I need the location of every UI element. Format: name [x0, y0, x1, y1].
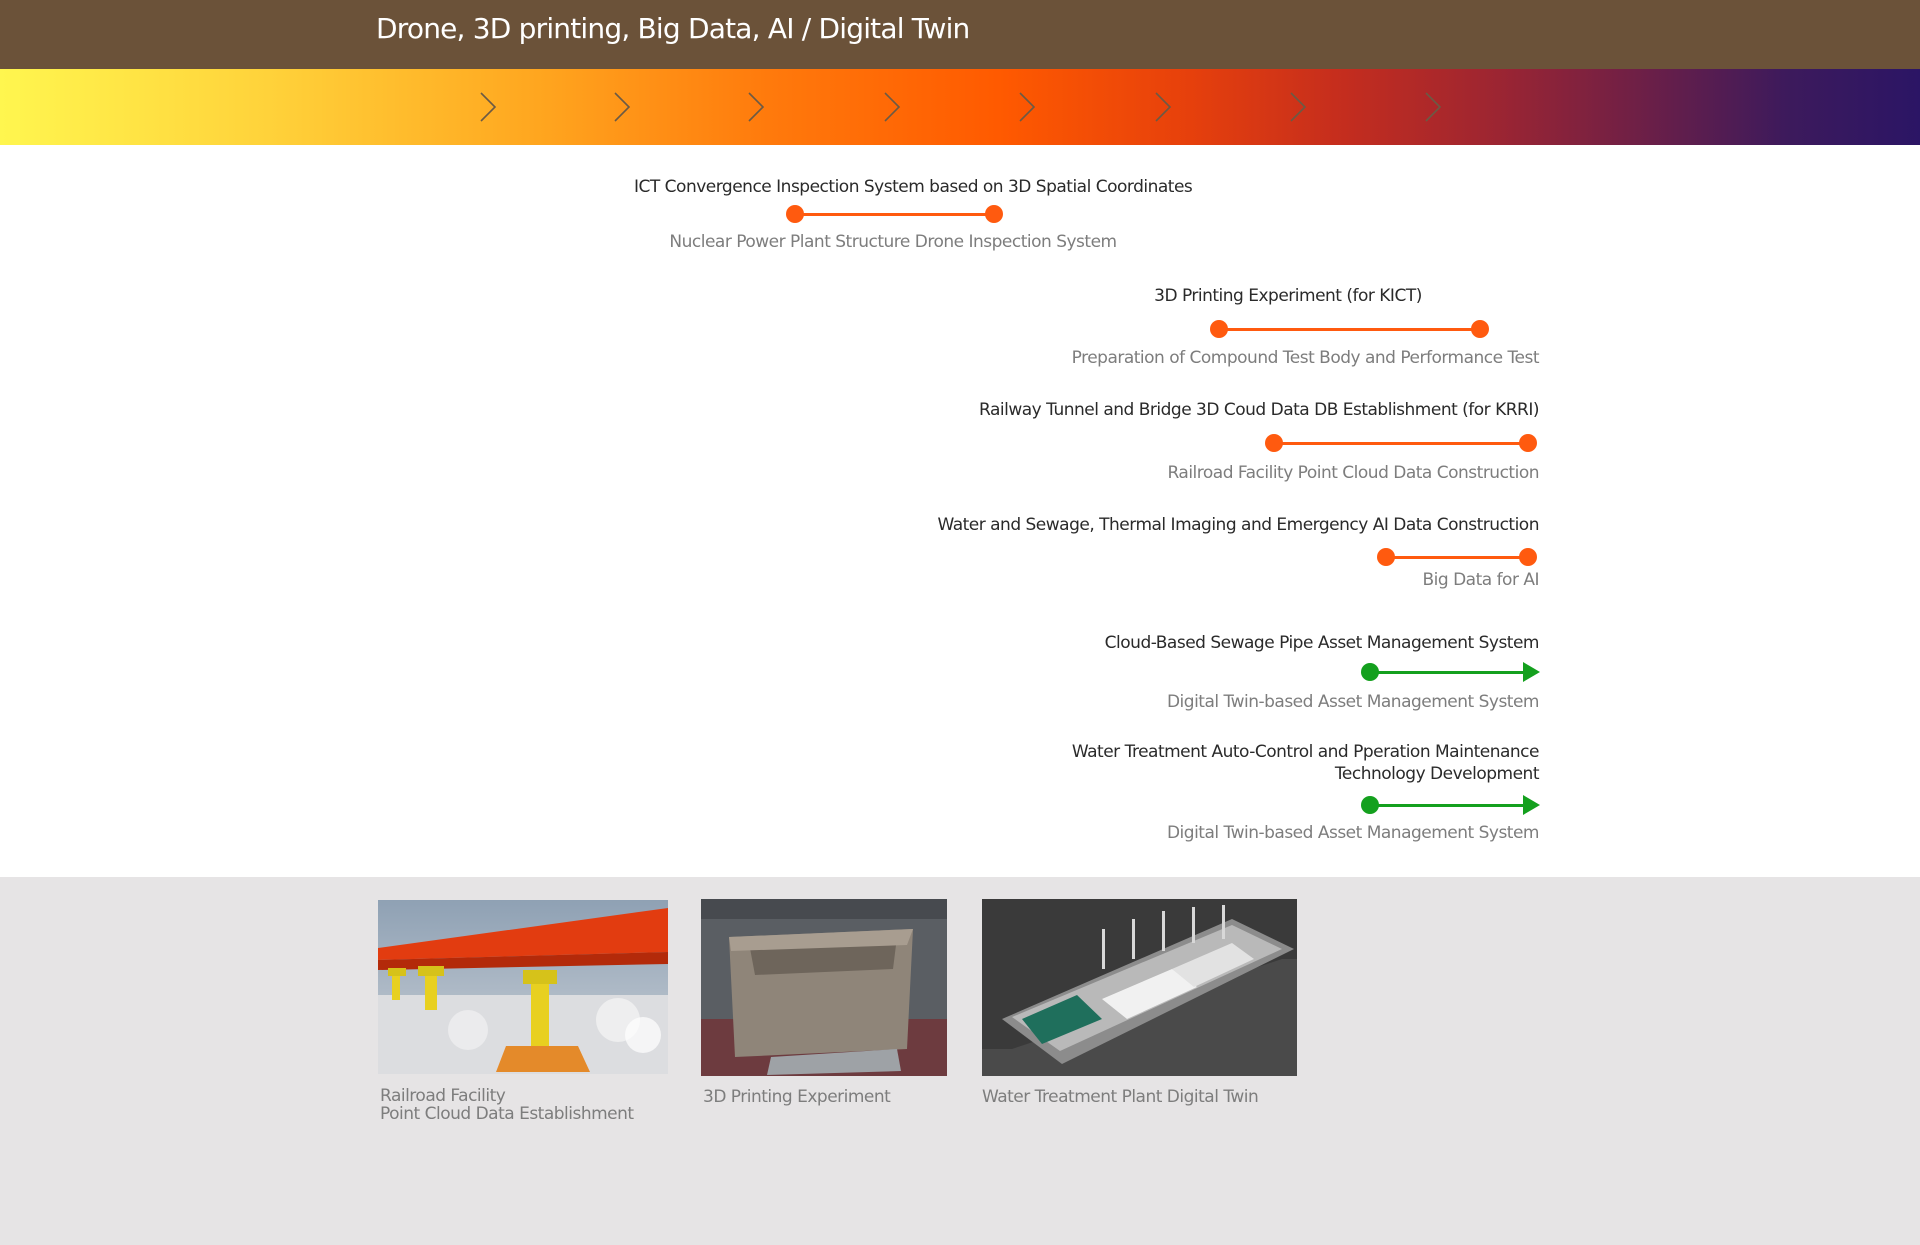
- entry-title: ICT Convergence Inspection System based on 3D Spatial Coordinates: [634, 177, 1193, 197]
- chevron-right-icon: [1017, 91, 1037, 123]
- chevron-right-icon: [1288, 91, 1308, 123]
- caption-line: Point Cloud Data Establishment: [380, 1104, 634, 1124]
- entry-subtitle: Digital Twin-based Asset Management System: [1166, 692, 1539, 712]
- project-timeline: [0, 145, 1920, 877]
- chevron-right-icon: [1423, 91, 1443, 123]
- start-dot: [786, 205, 804, 223]
- arrow-right-icon: [1523, 795, 1540, 815]
- entry-title: Railway Tunnel and Bridge 3D Coud Data DB Establishment (for KRRI): [979, 400, 1539, 420]
- start-dot: [1377, 548, 1395, 566]
- entry-title: Water and Sewage, Thermal Imaging and Emergency AI Data Construction: [937, 515, 1539, 535]
- end-dot: [1519, 548, 1537, 566]
- timeline-bar: [1370, 671, 1526, 674]
- chevron-right-icon: [612, 91, 632, 123]
- chevron-right-icon: [1153, 91, 1173, 123]
- chevron-right-icon: [882, 91, 902, 123]
- photo-caption: [703, 1088, 1003, 1106]
- end-dot: [1471, 320, 1489, 338]
- timeline-bar: [1274, 442, 1528, 445]
- timeline-bar: [1219, 328, 1481, 331]
- page-title: Drone, 3D printing, Big Data, AI / Digital Twin: [376, 12, 970, 45]
- year-gradient-bar: [0, 69, 1920, 145]
- start-dot: [1210, 320, 1228, 338]
- entry-subtitle: Preparation of Compound Test Body and Performance Test: [1071, 348, 1539, 368]
- photo-caption: [982, 1088, 1312, 1106]
- entry-subtitle: Digital Twin-based Asset Management System: [1166, 823, 1539, 843]
- caption-line: Water Treatment Plant Digital Twin: [982, 1087, 1259, 1107]
- photo-caption: [380, 1087, 680, 1123]
- timeline-bar: [795, 213, 994, 216]
- end-dot: [985, 205, 1003, 223]
- photo-3d-printing[interactable]: [701, 899, 947, 1076]
- entry-title-line: Water Treatment Auto-Control and Pperation Maintenance: [1071, 742, 1539, 762]
- entry-subtitle: Railroad Facility Point Cloud Data Construction: [1167, 463, 1539, 483]
- caption-line: Railroad Facility: [380, 1086, 506, 1106]
- entry-subtitle: Big Data for AI: [1422, 570, 1539, 590]
- photo-gallery: [0, 877, 1920, 1245]
- timeline-bar: [1386, 556, 1528, 559]
- section-header: [0, 0, 1920, 69]
- photo-water-treatment-twin[interactable]: [982, 899, 1297, 1076]
- chevron-right-icon: [478, 91, 498, 123]
- caption-line: 3D Printing Experiment: [703, 1087, 891, 1107]
- timeline-bar: [1370, 804, 1526, 807]
- end-dot: [1519, 434, 1537, 452]
- chevron-right-icon: [746, 91, 766, 123]
- start-dot: [1361, 796, 1379, 814]
- arrow-right-icon: [1523, 662, 1540, 682]
- entry-title: [1000, 741, 1539, 785]
- entry-subtitle: Nuclear Power Plant Structure Drone Inspection System: [669, 232, 1117, 252]
- entry-title: 3D Printing Experiment (for KICT): [1154, 286, 1422, 306]
- photo-railroad-point-cloud[interactable]: [378, 900, 668, 1074]
- entry-title: Cloud-Based Sewage Pipe Asset Management System: [1104, 633, 1539, 653]
- start-dot: [1361, 663, 1379, 681]
- entry-title-line: Technology Development: [1334, 764, 1539, 784]
- start-dot: [1265, 434, 1283, 452]
